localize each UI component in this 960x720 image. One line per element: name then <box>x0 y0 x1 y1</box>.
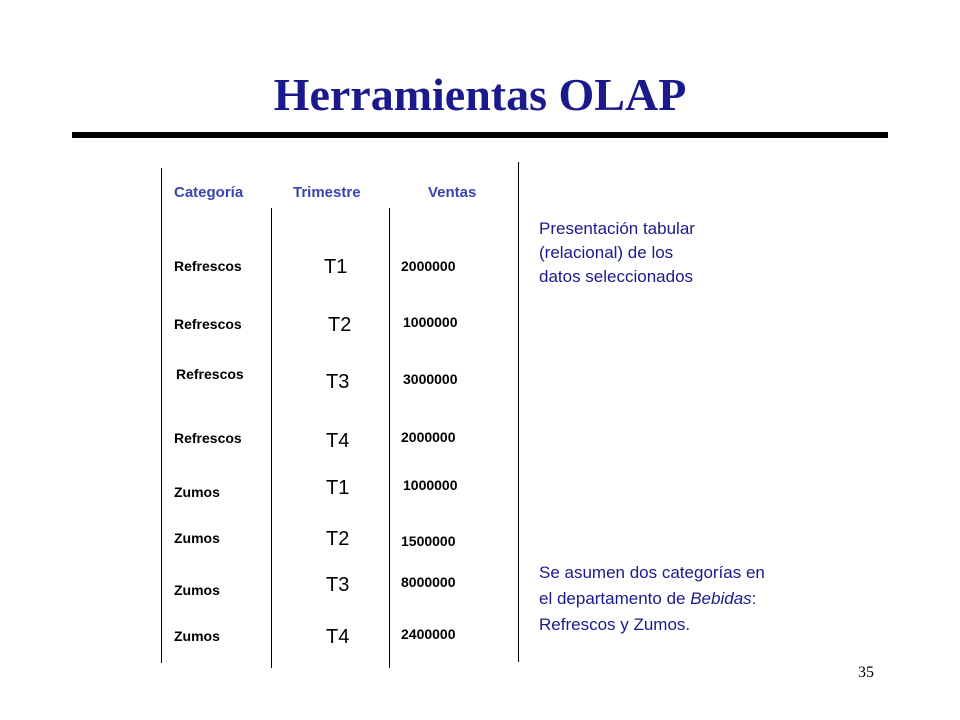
cell-categoria: Zumos <box>174 530 220 546</box>
cell-ventas: 1000000 <box>403 314 458 330</box>
cell-ventas: 2000000 <box>401 258 456 274</box>
cell-trimestre: T1 <box>326 477 350 499</box>
cell-trimestre: T4 <box>326 430 350 452</box>
cell-trimestre: T3 <box>326 574 350 596</box>
note-categorias-italic: Bebidas <box>690 589 752 608</box>
cell-ventas: 1500000 <box>401 533 456 549</box>
cell-trimestre: T1 <box>324 256 348 278</box>
title-underline <box>72 132 888 138</box>
header-ventas: Ventas <box>428 184 477 201</box>
cell-ventas: 2400000 <box>401 626 456 642</box>
cell-trimestre: T2 <box>328 314 352 336</box>
cell-trimestre: T4 <box>326 626 350 648</box>
note-categorias-suffix: : Refrescos y Zumos. <box>539 589 757 634</box>
cell-ventas: 1000000 <box>403 477 458 493</box>
cell-categoria: Refrescos <box>174 258 242 274</box>
cell-ventas: 3000000 <box>403 371 458 387</box>
header-categoria: Categoría <box>174 184 244 201</box>
cell-categoria: Zumos <box>174 484 220 500</box>
table-divider-1 <box>271 208 272 668</box>
note-categorias <box>539 560 839 638</box>
page-number: 35 <box>858 664 874 681</box>
cell-ventas: 2000000 <box>401 429 456 445</box>
cell-categoria: Refrescos <box>174 316 242 332</box>
cell-categoria: Refrescos <box>176 366 244 382</box>
note-tabular: Presentación tabular (relacional) de los datos seleccionados <box>539 219 695 286</box>
cell-categoria: Zumos <box>174 628 220 644</box>
cell-ventas: 8000000 <box>401 574 456 590</box>
cell-categoria: Refrescos <box>174 430 242 446</box>
slide-title: Herramientas OLAP <box>273 69 687 120</box>
cell-categoria: Zumos <box>174 582 220 598</box>
table-divider-2 <box>389 208 390 668</box>
header-trimestre: Trimestre <box>293 184 361 201</box>
table-right-border <box>518 162 519 662</box>
cell-trimestre: T2 <box>326 528 350 550</box>
table-left-border <box>161 168 162 663</box>
cell-trimestre: T3 <box>326 371 350 393</box>
note-categorias-prefix: Se asumen dos categorías en el departamento de <box>539 563 765 608</box>
